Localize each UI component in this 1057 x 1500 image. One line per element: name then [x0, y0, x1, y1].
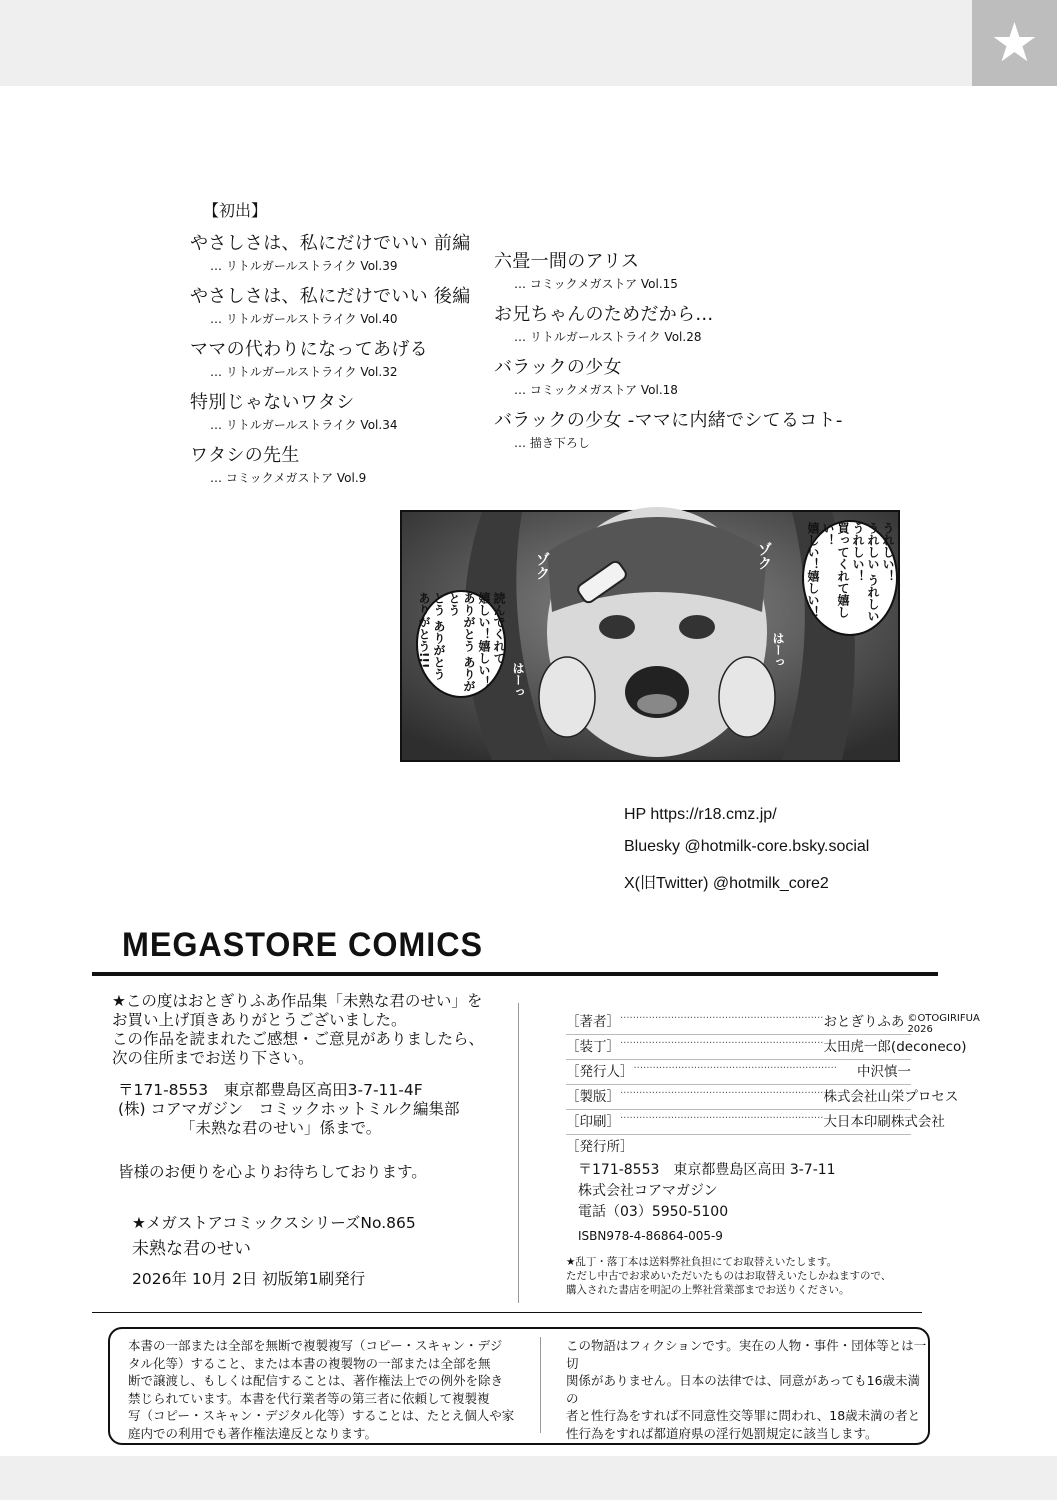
credit-label: ［発行所］ — [566, 1139, 634, 1155]
toc-entry-source: … リトルガールストライク Vol.39 — [210, 259, 398, 273]
bottom-bar — [0, 1456, 1057, 1500]
speech-bubble-right-text: うれしい！ うれしい うれしい うれしい！ 買ってくれて嬉しい！ 嬉しい！嬉しい！ — [806, 522, 895, 623]
divider — [92, 972, 938, 976]
toc-entry-source: … リトルガールストライク Vol.40 — [210, 312, 398, 326]
column-divider — [518, 1003, 519, 1303]
toc-entry — [190, 388, 397, 433]
bluesky-link[interactable]: Bluesky @hotmilk-core.bsky.social — [624, 838, 870, 855]
speech-bubble-left-text: 読んでくれて 嬉しい！嬉しい！ ありがとう ありがとう とう ありがとう ありがとう!!! — [417, 592, 506, 693]
letter-line: ★この度はおとぎりふあ作品集「未熟な君のせい」を — [112, 992, 483, 1010]
toc-entry — [494, 353, 678, 398]
toc-entry-source: … 描き下ろし — [514, 436, 590, 450]
toc-entry — [190, 441, 366, 486]
toc-entry — [190, 282, 471, 327]
toc-heading: 【初出】 — [203, 201, 268, 220]
leader-dots: ································································ — [620, 1113, 824, 1124]
sfx: はーっ — [511, 662, 525, 698]
leader-dots: ································································ — [633, 1063, 837, 1074]
illustration-panel — [400, 510, 900, 762]
credits-table — [566, 1010, 980, 1159]
toc-entry-title: お兄ちゃんのためだから… — [494, 304, 714, 325]
top-bar — [0, 0, 972, 86]
divider — [92, 1312, 922, 1313]
toc-entry-source: … コミックメガストア Vol.15 — [514, 277, 678, 291]
credit-row — [566, 1110, 945, 1135]
publisher-phone: 電話（03）5950-5100 — [578, 1204, 729, 1220]
credit-label: ［著者］ — [566, 1014, 620, 1030]
sfx: ゾク — [756, 542, 772, 570]
series-label: ★メガストアコミックスシリーズNo.865 — [132, 1214, 416, 1232]
notice-line: 購入された書店を明記の上弊社営業部までお送りください。 — [566, 1284, 850, 1296]
letter-line: 次の住所までお送り下さい。 — [112, 1049, 314, 1067]
toc-entry-title: ワタシの先生 — [190, 445, 300, 466]
toc-entry-title: バラックの少女 — [494, 357, 622, 378]
credit-value: 大日本印刷株式会社 — [823, 1114, 945, 1130]
x-link[interactable]: X(旧Twitter) @hotmilk_core2 — [624, 875, 829, 892]
letter-line: この作品を読まれたご感想・ご意見がありましたら、 — [112, 1030, 485, 1048]
toc-entry-source: … リトルガールストライク Vol.32 — [210, 365, 398, 379]
toc-entry-title: 六畳一間のアリス — [494, 251, 640, 272]
leader-dots: ································································ — [620, 1088, 824, 1099]
isbn: ISBN978-4-86864-005-9 — [578, 1229, 723, 1243]
book-title: 未熟な君のせい — [132, 1239, 251, 1259]
letter-address: (株) コアマガジン コミックホットミルク編集部 — [118, 1100, 460, 1118]
credit-row — [566, 1085, 959, 1110]
toc-entry-title: やさしさは、私にだけでいい 前編 — [190, 233, 471, 254]
toc-entry-title: 特別じゃないワタシ — [190, 392, 355, 413]
credit-row — [566, 1135, 911, 1159]
credit-value: おとぎりふあ — [823, 1014, 905, 1030]
credit-row — [566, 1035, 967, 1060]
sfx: ゾク — [534, 552, 550, 580]
copyright-mark: ©OTOGIRIFUA 2026 — [907, 1013, 980, 1035]
credit-label: ［発行人］ — [566, 1064, 634, 1080]
toc-entry — [494, 406, 843, 451]
credit-label: ［製版］ — [566, 1089, 620, 1105]
credit-value: 株式会社山栄プロセス — [823, 1089, 959, 1105]
credit-value: 中沢慎一 — [857, 1064, 911, 1080]
publisher-name: 株式会社コアマガジン — [578, 1183, 718, 1199]
hp-link[interactable]: HP https://r18.cmz.jp/ — [624, 806, 777, 823]
replacement-notice — [566, 1255, 891, 1297]
web-links — [624, 806, 869, 902]
leader-dots: ································································ — [620, 1038, 824, 1049]
credit-label: ［装丁］ — [566, 1039, 620, 1055]
toc-entry-source: … リトルガールストライク Vol.28 — [514, 330, 702, 344]
toc-entry — [494, 300, 714, 345]
star-icon: ★ — [990, 11, 1039, 74]
brand-logo: MEGASTORE COMICS — [122, 926, 483, 964]
credit-label: ［印刷］ — [566, 1114, 620, 1130]
credit-row — [566, 1060, 911, 1085]
letter-closing: 皆様のお便りを心よりお待ちしております。 — [118, 1163, 427, 1181]
toc-entry — [190, 335, 428, 380]
letter-address: 〒171-8553 東京都豊島区高田3-7-11-4F — [118, 1081, 423, 1099]
publish-date: 2026年 10月 2日 初版第1刷発行 — [132, 1270, 366, 1288]
fiction-notice: この物語はフィクションです。実在の人物・事件・団体等とは一切 関係がありません。日本の法律では、同意があっても16歳未満の 者と性行為をすれば不同意性交等罪に問われ、18歳未満の者と 性行為をすれば都道府県の淫行処罰規定に該当します。 — [566, 1338, 927, 1441]
toc-entry-title: ママの代わりになってあげる — [190, 339, 428, 360]
legal-notice-box — [108, 1327, 930, 1445]
corner-star-box — [972, 0, 1057, 86]
leader-dots: ································································ — [620, 1013, 824, 1024]
letter-line: お買い上げ頂きありがとうございました。 — [112, 1011, 407, 1029]
credit-row — [566, 1010, 980, 1035]
toc-entry — [190, 229, 471, 274]
toc-entry-source: … コミックメガストア Vol.18 — [514, 383, 678, 397]
toc-entry-title: バラックの少女 -ママに内緒でシてるコト- — [494, 410, 843, 431]
credit-value: 太田虎一郎(deconeco) — [823, 1039, 967, 1055]
notice-line: ただし中古でお求めいただいたものはお取替えいたしかねますので、 — [566, 1270, 892, 1282]
toc-entry-source: … コミックメガストア Vol.9 — [210, 471, 367, 485]
notice-line: ★乱丁・落丁本は送料弊社負担にてお取替えいたします。 — [566, 1256, 838, 1268]
speech-bubble-right — [802, 520, 898, 636]
publisher-address: 〒171-8553 東京都豊島区高田 3-7-11 — [578, 1162, 836, 1178]
sfx: はーっ — [771, 632, 785, 668]
copyright-notice: 本書の一部または全部を無断で複製複写（コピー・スキャン・デジ タル化等）すること、または本書の複製物の一部または全部を無 断で譲渡し、もしくは配信することは、著作権法上での例外を除き 禁じられています。本書を代行業者等の第三者に依頼して複製複 写（コピー・スキャン・デジタル化等）することは、たとえ個人や家 庭内での利用でも著作権法違反となります。 — [128, 1338, 515, 1441]
toc-entry-title: やさしさは、私にだけでいい 後編 — [190, 286, 471, 307]
toc-entry-source: … リトルガールストライク Vol.34 — [210, 418, 398, 432]
legal-divider — [540, 1337, 541, 1433]
toc-entry — [494, 247, 678, 292]
speech-bubble-left — [416, 590, 506, 698]
letter-address: 「未熟な君のせい」係まで。 — [180, 1119, 382, 1137]
